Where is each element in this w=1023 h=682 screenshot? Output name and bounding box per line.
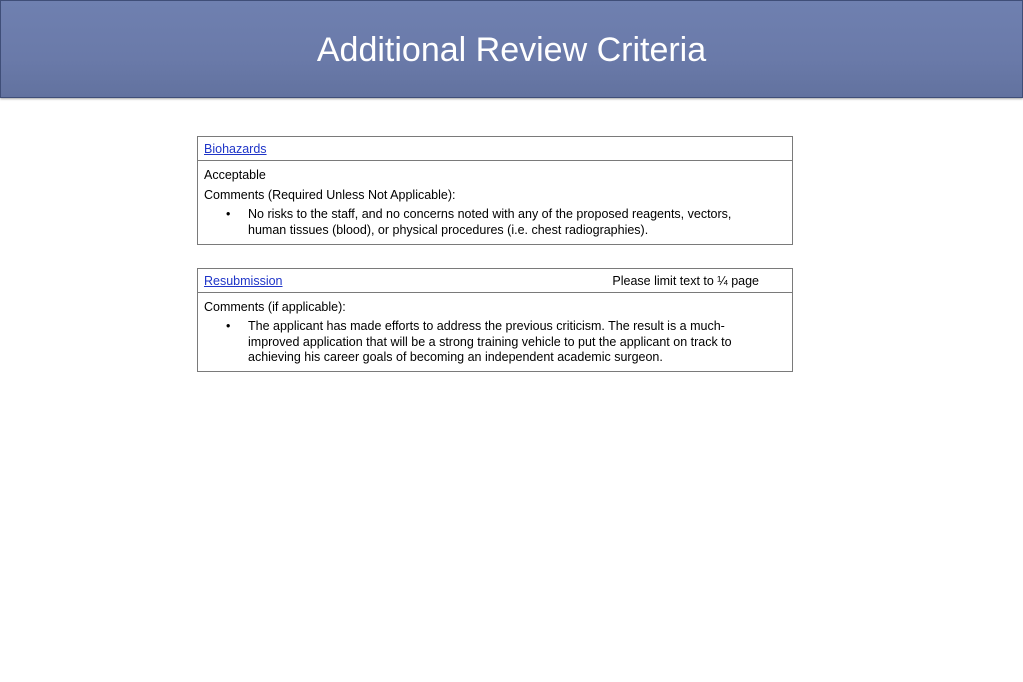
title-bar bbox=[0, 0, 1023, 98]
resubmission-link[interactable]: Resubmission bbox=[204, 273, 283, 288]
bullet-icon: • bbox=[226, 207, 231, 221]
resubmission-comment-list bbox=[204, 319, 786, 366]
list-item bbox=[204, 207, 786, 238]
biohazards-rating: Acceptable bbox=[204, 168, 266, 182]
biohazards-section bbox=[197, 136, 793, 245]
resubmission-body bbox=[198, 293, 792, 372]
resubmission-section bbox=[197, 268, 793, 372]
biohazards-body bbox=[198, 161, 792, 244]
biohazards-link[interactable]: Biohazards bbox=[204, 141, 267, 156]
biohazards-comment-list bbox=[204, 207, 786, 238]
limit-note: Please limit text to ¼ page bbox=[612, 273, 759, 288]
comment-text: No risks to the staff, and no concerns noted with any of the proposed reagents, vectors, human tissues (blood), or physical procedures (i.e. chest radiographies). bbox=[248, 207, 732, 237]
comment-text: The applicant has made efforts to address the previous criticism. The result is a much-improved application that will be a strong training vehicle to put the applicant on track to achieving his career goals of becoming an independent academic surgeon. bbox=[248, 319, 732, 364]
page-title: Additional Review Criteria bbox=[316, 30, 707, 69]
bullet-icon: • bbox=[226, 319, 231, 333]
biohazards-comments-label: Comments (Required Unless Not Applicable): bbox=[204, 188, 456, 202]
resubmission-header bbox=[198, 269, 792, 293]
biohazards-header bbox=[198, 137, 792, 161]
resubmission-comments-label: Comments (if applicable): bbox=[204, 300, 346, 314]
list-item bbox=[204, 319, 786, 366]
